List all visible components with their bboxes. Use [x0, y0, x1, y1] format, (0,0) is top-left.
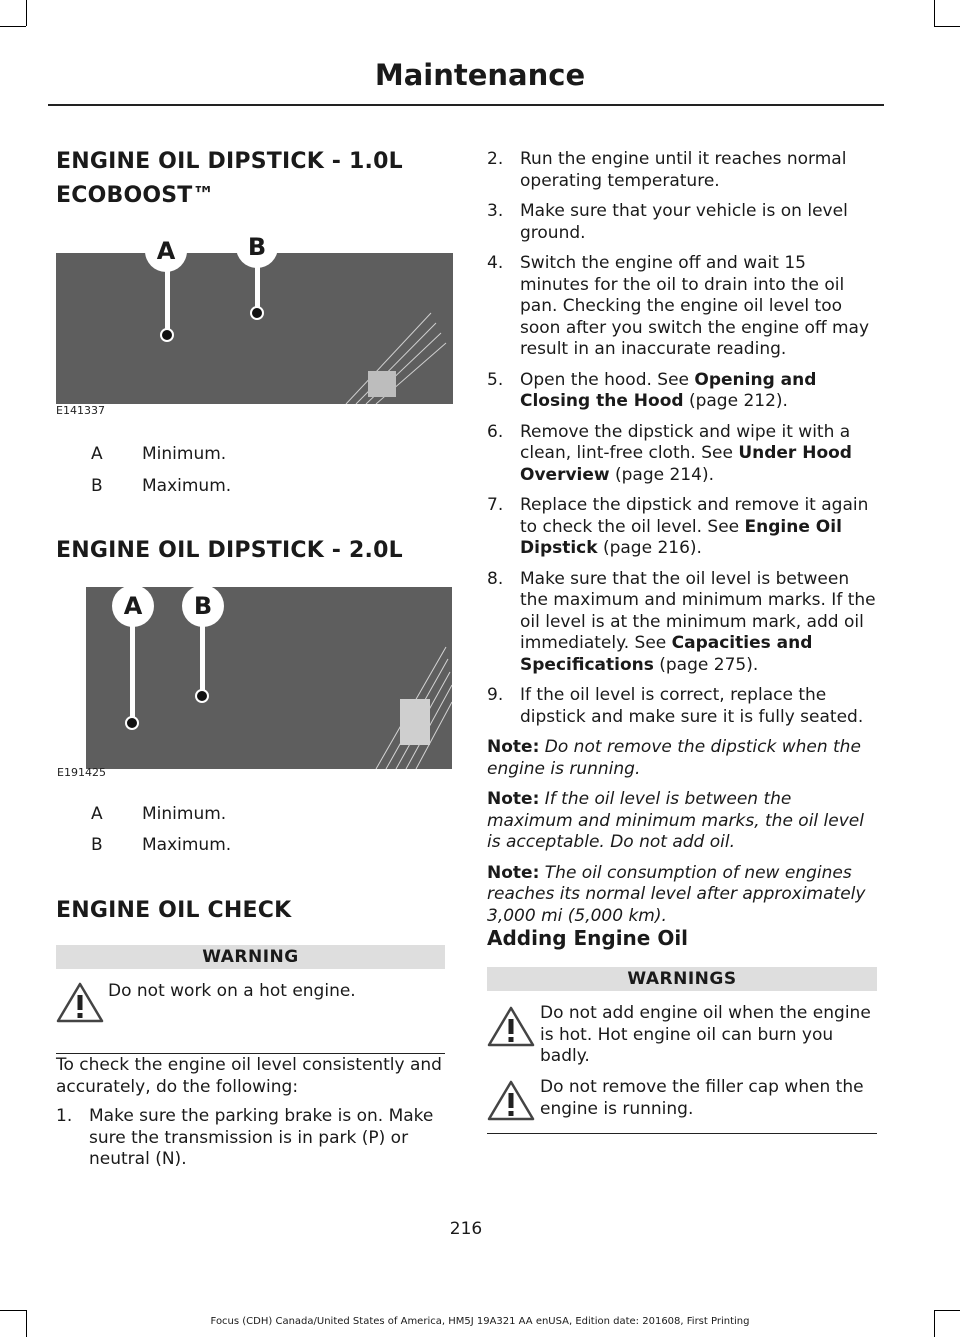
warning-text: Do not work on a hot engine. — [108, 981, 356, 1001]
note-label: Note: — [487, 737, 540, 757]
callout-b-badge: B — [236, 226, 278, 268]
step-number: 7. — [487, 495, 504, 515]
step-post: (page 275). — [653, 654, 759, 675]
step-text: If the oil level is correct, replace the dipstick and make sure it is fully seated. — [520, 685, 864, 727]
warning-item — [56, 981, 445, 1043]
step-post: (page 216). — [597, 538, 702, 558]
step-item — [487, 201, 879, 244]
callout-a-dot — [125, 716, 139, 730]
note-text: Do not remove the dipstick when the engine is running. — [487, 737, 861, 779]
dipstick-mark-block — [400, 699, 430, 745]
step-text: Make sure that your vehicle is on level ground. — [520, 201, 848, 243]
crop-mark — [934, 0, 935, 26]
step-item — [56, 1106, 448, 1171]
callout-a-badge: A — [112, 585, 154, 627]
step-item — [487, 685, 879, 728]
note-text: If the oil level is between the maximum and minimum marks, the oil level is acceptable. Do not add oil. — [487, 789, 864, 852]
note-label: Note: — [487, 789, 540, 809]
crop-mark — [934, 1310, 960, 1311]
header-rule — [48, 104, 884, 106]
step-post: (page 212). — [683, 391, 788, 411]
section-title-2-0l: ENGINE OIL DIPSTICK - 2.0L — [56, 538, 403, 563]
step-post: (page 214). — [609, 464, 714, 485]
crop-mark — [0, 1310, 26, 1311]
warning-box — [56, 945, 445, 1054]
warning-title: WARNING — [56, 945, 445, 969]
footer-edition-info: Focus (CDH) Canada/United States of America, HM5J 19A321 AA enUSA, Edition date: 201608, First Printing — [210, 1316, 750, 1327]
callout-b-dot — [195, 689, 209, 703]
section-dipstick-1-0l — [56, 145, 448, 213]
key-letter: B — [91, 835, 103, 855]
step-item — [487, 370, 879, 413]
section-engine-oil-check — [56, 894, 448, 928]
step-number: 1. — [56, 1106, 73, 1126]
callout-b-dot — [250, 306, 264, 320]
page-number: 216 — [449, 1219, 483, 1239]
callout-a-badge: A — [145, 230, 187, 272]
callout-b-badge: B — [182, 585, 224, 627]
section-dipstick-2-0l — [56, 534, 448, 568]
warning-triangle-icon — [56, 981, 104, 1023]
dipstick-mark-block — [368, 371, 396, 397]
cross-reference-link[interactable]: Opening and Closing the Hood — [520, 369, 817, 411]
crop-mark — [26, 0, 27, 26]
steps-list-left — [56, 1106, 448, 1180]
step-number: 9. — [487, 685, 504, 705]
key-text: Minimum. — [142, 804, 227, 824]
key-text: Maximum. — [142, 476, 232, 496]
key-text: Minimum. — [142, 444, 227, 464]
section-title-oil-check: ENGINE OIL CHECK — [56, 898, 292, 923]
section-title-1-0l — [56, 145, 448, 213]
section-adding-oil — [487, 926, 879, 950]
step-item — [487, 422, 879, 487]
key-letter: A — [91, 444, 103, 464]
warning-item — [487, 1077, 877, 1123]
cross-reference-link[interactable]: Capacities and Specifications — [520, 633, 813, 675]
title-line1: ENGINE OIL DIPSTICK - 1.0L — [56, 149, 403, 174]
warnings-rule — [487, 1133, 877, 1134]
step-text: Make sure the parking brake is on. Make sure the transmission is in park (P) or neutral (N). — [89, 1106, 434, 1169]
step-number: 5. — [487, 369, 504, 390]
key-text: Maximum. — [142, 835, 232, 855]
note-label: Note: — [487, 862, 540, 883]
key-letter: B — [91, 476, 103, 496]
crop-mark — [0, 26, 26, 27]
figure-code-2: E191425 — [57, 766, 106, 779]
step-number: 2. — [487, 149, 504, 169]
step-number: 3. — [487, 201, 504, 221]
step-item — [487, 149, 879, 192]
page-header-title: Maintenance — [374, 58, 586, 92]
note — [487, 737, 879, 780]
step-text: Switch the engine off and wait 15 minutes for the oil to drain into the oil pan. Checking the engine oil level too soon after you switch the engine off may result in an inaccurate reading. — [520, 253, 870, 359]
note — [487, 789, 879, 854]
warnings-box — [487, 967, 877, 1134]
cross-reference-link[interactable]: Engine Oil Dipstick — [520, 516, 842, 558]
step-item — [487, 569, 879, 677]
title-line2: ECOBOOST™ — [56, 183, 215, 208]
step-number: 4. — [487, 253, 504, 273]
callout-a-dot — [160, 328, 174, 342]
step-pre: Remove the dipstick and wipe it with a clean, lint-free cloth. See — [520, 421, 851, 463]
steps-list-right — [487, 149, 879, 936]
warning-triangle-icon — [487, 1079, 535, 1121]
dipstick-figure-1-0l — [56, 253, 453, 404]
subsection-title-adding-oil: Adding Engine Oil — [487, 926, 689, 950]
warning-item — [487, 1003, 877, 1069]
step-number: 8. — [487, 568, 504, 589]
cross-reference-link[interactable]: Under Hood Overview — [520, 443, 852, 485]
warnings-title: WARNINGS — [487, 967, 877, 991]
key-letter: A — [91, 804, 103, 824]
step-text: Run the engine until it reaches normal operating temperature. — [520, 149, 847, 191]
step-number: 6. — [487, 421, 504, 442]
step-pre: Open the hood. See — [520, 369, 695, 390]
step-item — [487, 495, 879, 560]
step-item — [487, 253, 879, 361]
note-text: The oil consumption of new engines reaches its normal level after approximately 3,000 mi (5,000 km). — [487, 862, 866, 926]
warning-text: Do not remove the filler cap when the engine is running. — [540, 1077, 864, 1119]
note — [487, 863, 879, 928]
warning-text: Do not add engine oil when the engine is hot. Hot engine oil can burn you badly. — [540, 1003, 871, 1066]
warning-triangle-icon — [487, 1005, 535, 1047]
crop-mark — [934, 26, 960, 27]
intro-paragraph: To check the engine oil level consistently and accurately, do the following: — [56, 1055, 442, 1097]
step-pre: Replace the dipstick and remove it again to check the oil level. See — [520, 495, 869, 537]
step-pre: Make sure that the oil level is between the maximum and minimum marks. If the oil level is at the minimum mark, add oil immediately. See — [520, 568, 876, 653]
figure-code-1: E141337 — [56, 404, 105, 417]
